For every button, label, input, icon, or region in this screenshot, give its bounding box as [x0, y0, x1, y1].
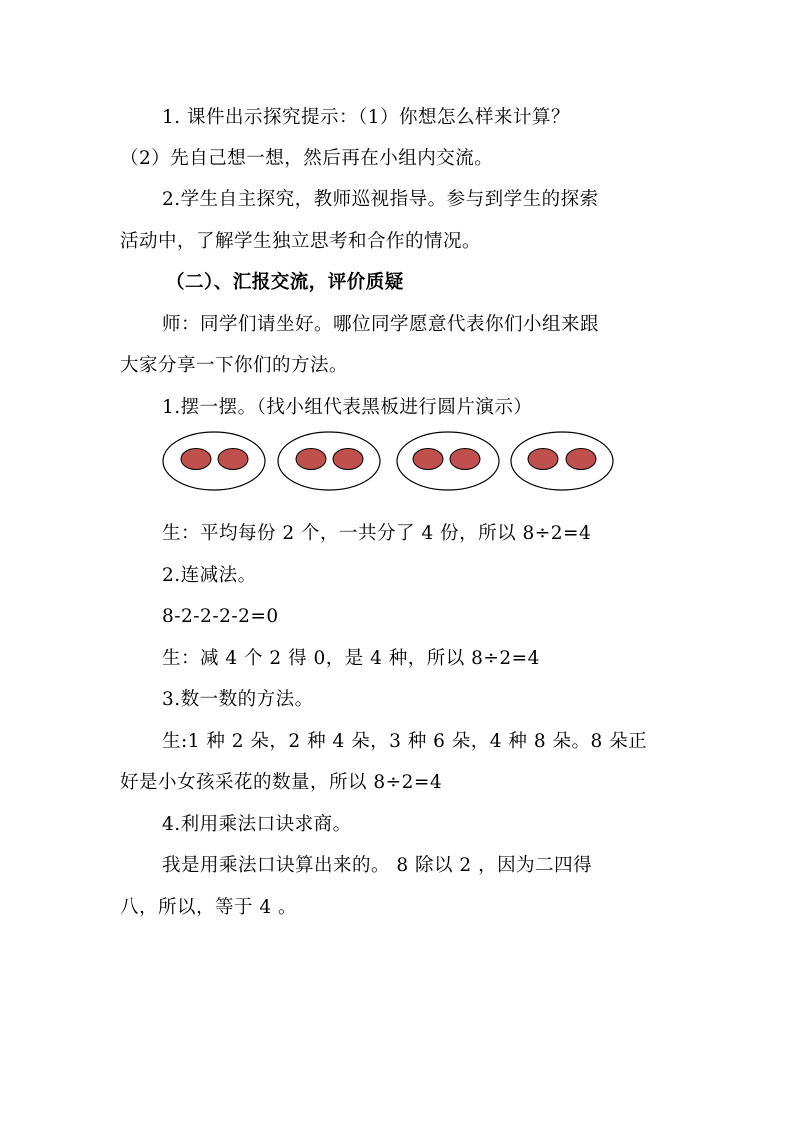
plate-group-4: [511, 432, 613, 490]
plate-group-1: [163, 432, 265, 490]
dot-1-1: [181, 449, 211, 470]
text-line-student-explore-cont: 活动中，了解学生独立思考和合作的情况。: [120, 231, 482, 252]
text-line-student-4-cont: 八，所以，等于 4 。: [120, 897, 298, 918]
text-line-explore-hint: 1. 课件出示探究提示：（1）你想怎么样来计算？: [162, 107, 571, 128]
plate-2: [278, 432, 380, 490]
text-line-teacher-cont: 大家分享一下你们的方法。: [120, 355, 349, 376]
grouping-figure: [160, 430, 620, 492]
text-line-student-4: 我是用乘法口诀算出来的。 8 除以 2 ，因为二四得: [162, 855, 593, 876]
text-line-equation: 8-2-2-2-2=0: [162, 606, 279, 627]
plate-group-2: [278, 432, 380, 490]
dot-2-1: [296, 449, 326, 470]
text-line-student-3-cont: 好是小女孩采花的数量，所以 8÷2=4: [120, 772, 443, 793]
text-line-student-1: 生：平均每份 2 个，一共分了 4 份，所以 8÷2=4: [162, 523, 592, 544]
text-line-student-2: 生：减 4 个 2 得 0，是 4 种，所以 8÷2=4: [162, 648, 540, 669]
text-line-method-4: 4.利用乘法口诀求商。: [162, 814, 352, 835]
text-line-method-2: 2.连减法。: [162, 565, 257, 586]
dot-3-2: [450, 449, 480, 470]
plate-1: [163, 432, 265, 490]
dot-4-2: [566, 449, 596, 470]
dot-2-2: [333, 449, 363, 470]
plate-group-3: [397, 432, 499, 490]
text-line-student-3: 生:1 种 2 朵，2 种 4 朵，3 种 6 朵，4 种 8 朵。8 朵正: [162, 731, 648, 752]
dot-4-1: [528, 449, 558, 470]
section-heading: （二）、汇报交流，评价质疑: [166, 272, 404, 293]
dot-1-2: [218, 449, 248, 470]
text-line-student-explore: 2.学生自主探究，教师巡视指导。参与到学生的探索: [162, 189, 599, 210]
text-line-explore-hint-cont: （2）先自己想一想，然后再在小组内交流。: [120, 148, 494, 169]
text-line-teacher: 师：同学们请坐好。哪位同学愿意代表你们小组来跟: [162, 314, 600, 335]
text-line-method-3: 3.数一数的方法。: [162, 689, 314, 710]
dot-3-1: [413, 449, 443, 470]
plate-3: [397, 432, 499, 490]
plate-4: [511, 432, 613, 490]
text-line-method-1: 1.摆一摆。（找小组代表黑板进行圆片演示）: [162, 397, 533, 418]
